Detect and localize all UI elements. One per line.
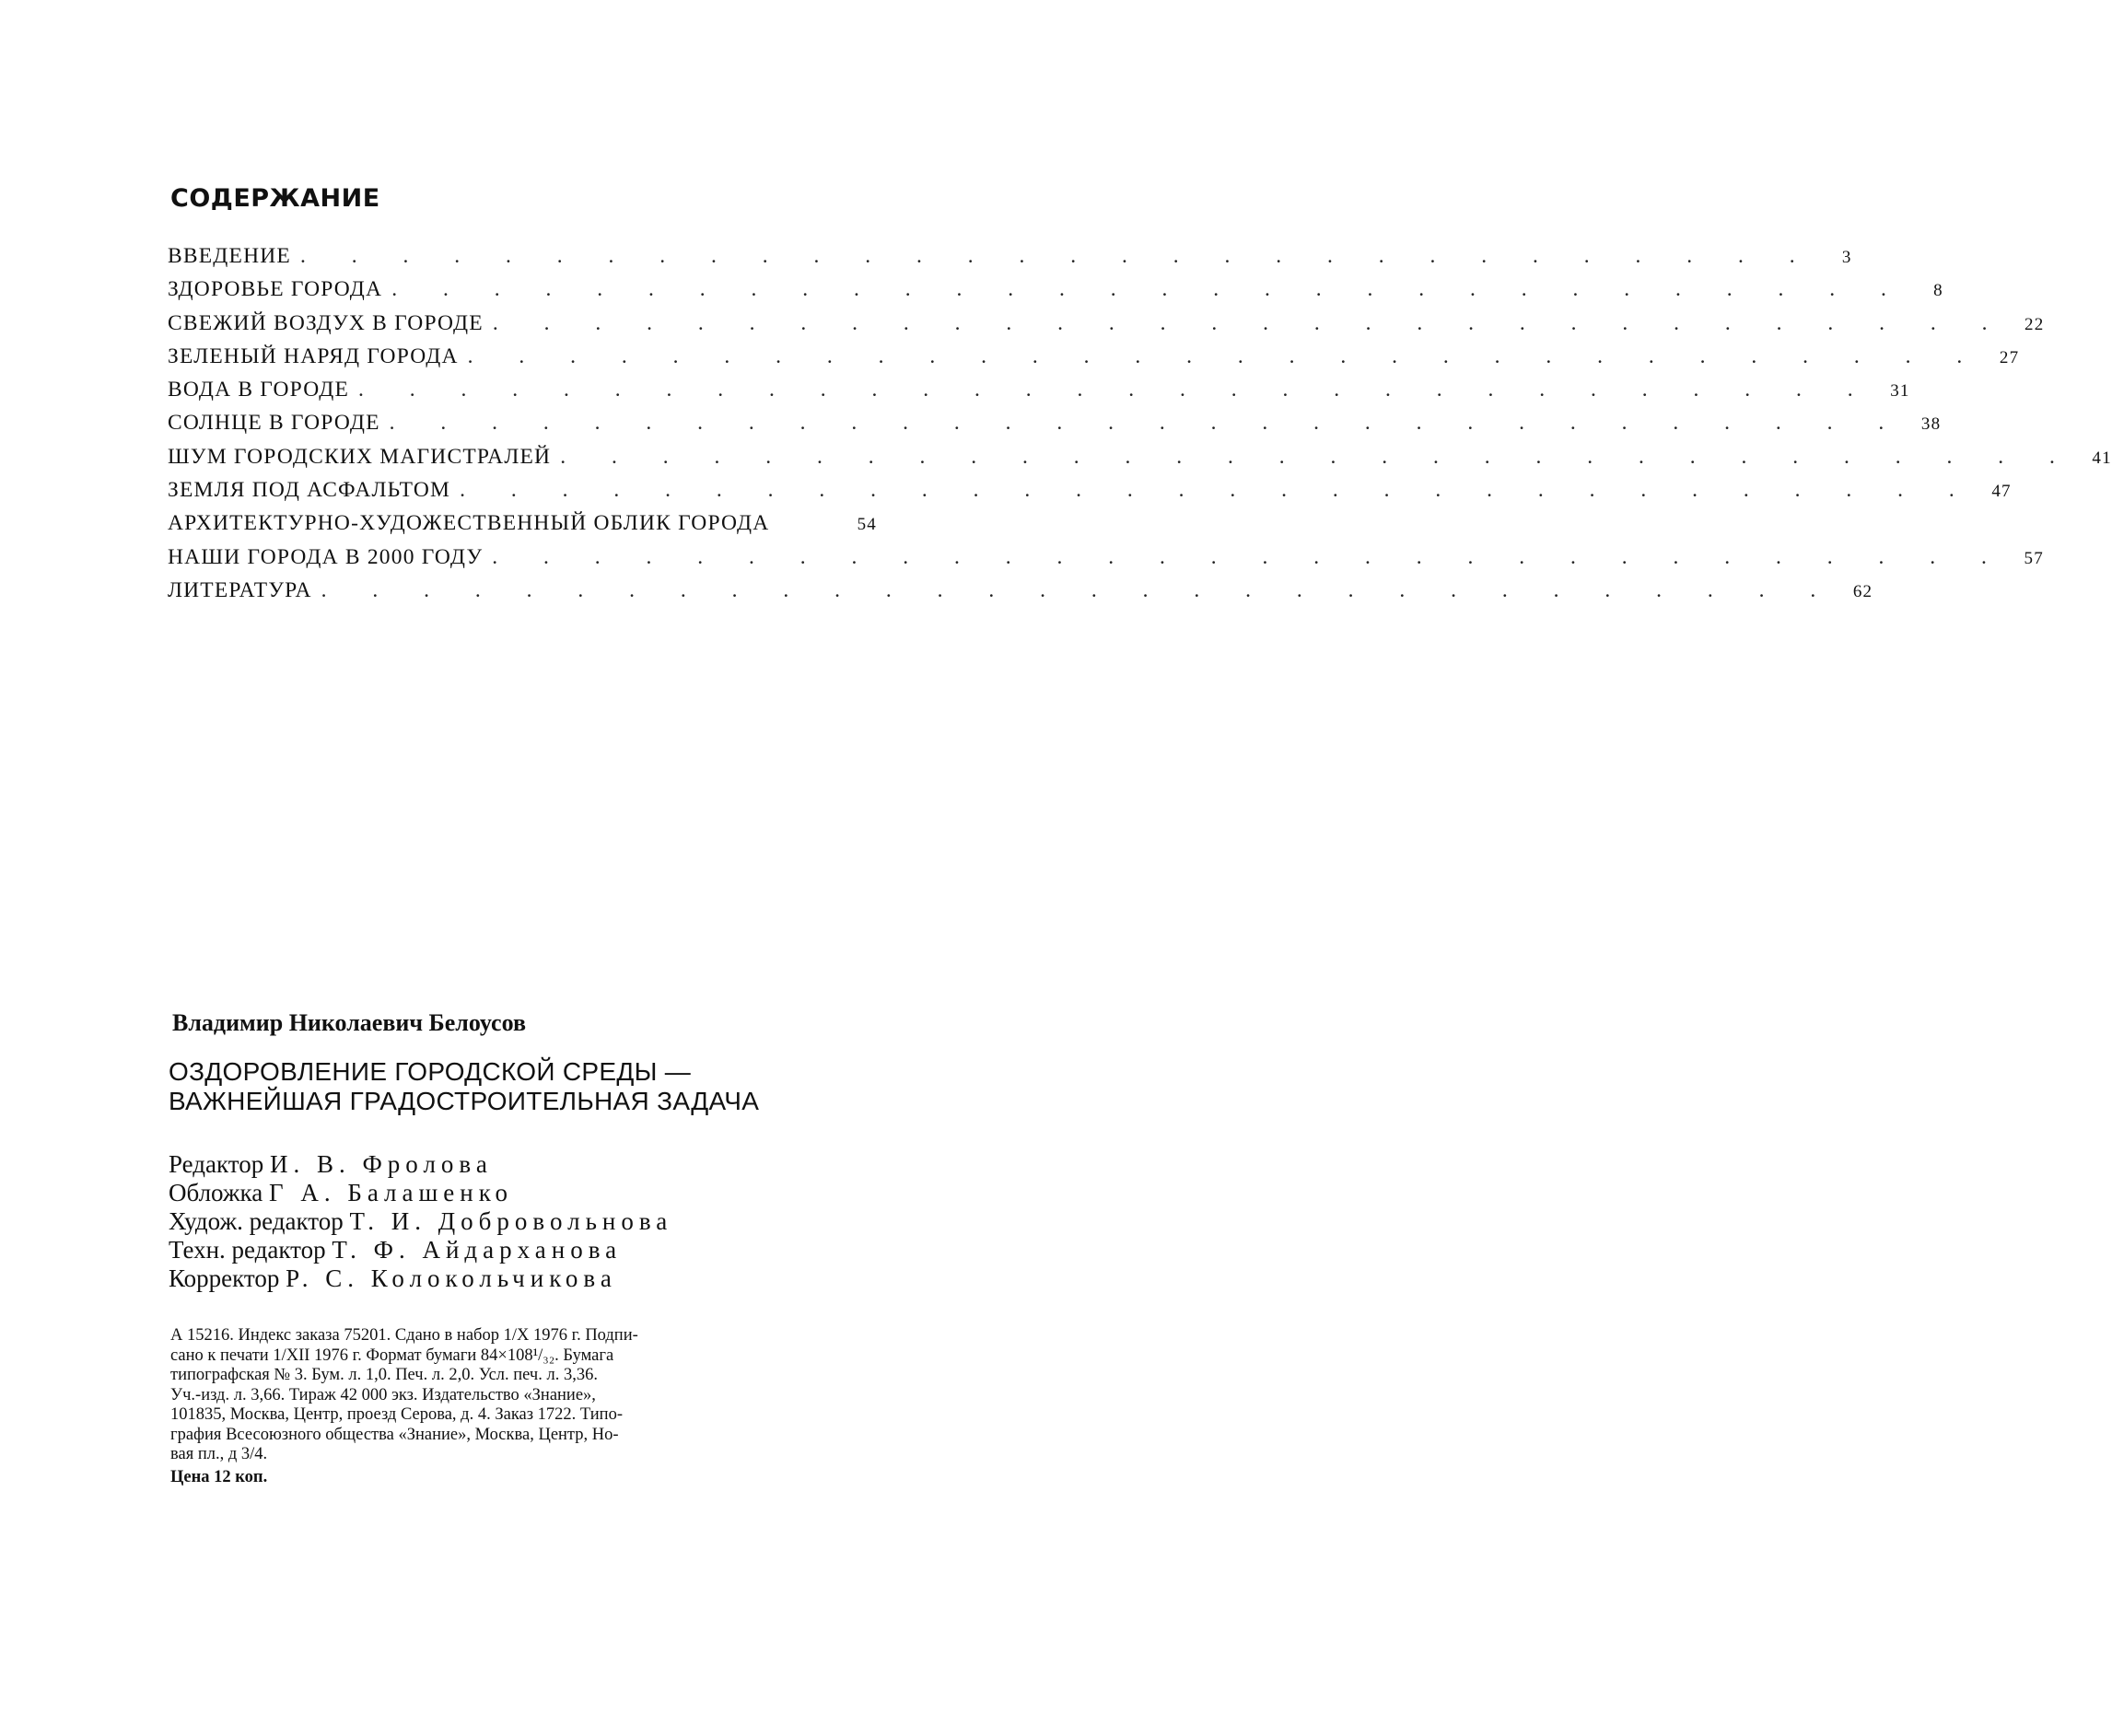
credit-role: Редактор [169, 1150, 264, 1178]
toc-entry [168, 310, 2045, 344]
toc-entry-page: 38 [1920, 414, 1942, 435]
imprint-line: сано к печати 1/XII 1976 г. Формат бумаги 84×108¹/₃₂. Бумага [170, 1346, 614, 1365]
credit-role: Худож. редактор [169, 1207, 344, 1235]
imprint-block [170, 1326, 880, 1465]
toc-entry-page: 8 [1933, 281, 1943, 301]
toc-leader-dots: . . . . . . . . . . . . . . . . . . . . . . . . . . . . . . [492, 544, 2007, 569]
toc-leader-dots: . . . . . . . . . . . . . . . . . . . . . . . . . . . . . . [300, 244, 1815, 268]
toc-entry [168, 577, 1873, 612]
price-label: Цена 12 коп. [170, 1468, 268, 1486]
toc-entry-page: 47 [1991, 482, 2012, 502]
toc-entry-page: 3 [1841, 248, 1852, 267]
toc-leader-dots: . . . . . . . . . . . . . . . . . . . . . . . . . . . . . . [321, 577, 1837, 602]
toc-entry-title: ЗДОРОВЬЕ ГОРОДА [168, 277, 391, 302]
credit-role: Корректор [169, 1264, 280, 1292]
credit-person: Г А. Балашенко [268, 1179, 513, 1206]
toc-entry-page: 27 [1999, 347, 2020, 367]
imprint-line: вая пл., д 3/4. [170, 1445, 268, 1463]
credit-person: Т. И. Добровольнова [349, 1207, 673, 1235]
book-title [169, 1057, 887, 1116]
toc-entry-title: ЗЕМЛЯ ПОД АСФАЛЬТОМ [168, 478, 460, 503]
credit-line [169, 1207, 672, 1236]
author-name: Владимир Николаевич Белоусов [172, 1009, 526, 1036]
toc-entry [168, 478, 2012, 511]
book-title-line: ВАЖНЕЙШАЯ ГРАДОСТРОИТЕЛЬНАЯ ЗАДАЧА [169, 1087, 760, 1115]
toc-leader-dots: . . . . . . . . . . . . . . . . . . . . . . . . . . . . . . [391, 277, 1907, 302]
toc-entry-page: 31 [1890, 381, 1910, 402]
imprint-line: Уч.-изд. л. 3,66. Тираж 42 000 экз. Издательство «Знание», [170, 1385, 596, 1404]
toc-entry [168, 444, 2112, 478]
toc-entry [168, 378, 1910, 411]
toc-entry [168, 244, 1852, 277]
credit-person: Р. С. Колокольчикова [286, 1264, 617, 1292]
imprint-line: А 15216. Индекс заказа 75201. Сдано в набор 1/X 1976 г. Подпи- [170, 1326, 638, 1345]
toc-heading: СОДЕРЖАНИЕ [170, 184, 380, 213]
toc-entry-title: ШУМ ГОРОДСКИХ МАГИСТРАЛЕЙ [168, 445, 560, 470]
toc-leader-dots: . . . . . . . . . . . . . . . . . . . . . . . . . . . . . . [560, 444, 2075, 469]
toc-leader-dots: . . . . . . . . . . . . . . . . . . . . . . . . . . . . . . [358, 378, 1873, 402]
toc-entry-title: СОЛНЦЕ В ГОРОДЕ [168, 411, 390, 436]
toc-entry-title: СВЕЖИЙ ВОЗДУХ В ГОРОДЕ [168, 311, 493, 336]
toc-entry [168, 277, 1943, 310]
toc-entry-title: АРХИТЕКТУРНО-ХУДОЖЕСТВЕННЫЙ ОБЛИК ГОРОДА [168, 511, 778, 536]
toc-list [168, 244, 2112, 612]
toc-entry [168, 544, 2044, 578]
toc-leader-dots: . . . . . . . . . . . . . . . . . . . . . . . . . . . . . . [492, 310, 2008, 335]
toc-entry-title: ВВЕДЕНИЕ [168, 244, 300, 269]
toc-entry-page: 57 [2024, 548, 2044, 568]
imprint-line: 101835, Москва, Центр, проезд Серова, д. 4. Заказ 1722. Типо- [170, 1405, 623, 1424]
credit-line [169, 1179, 672, 1207]
toc-entry [168, 411, 1942, 444]
credit-role: Обложка [169, 1179, 263, 1206]
toc-entry-title: ЗЕЛЕНЫЙ НАРЯД ГОРОДА [168, 344, 468, 369]
credit-line [169, 1150, 672, 1179]
toc-leader-dots: . . . . . . . . . . . . . . . . . . . . . . . . . . . . . . [389, 411, 1905, 436]
toc-entry-page: 62 [1852, 581, 1873, 601]
credit-role: Техн. редактор [169, 1236, 326, 1264]
toc-entry-page: 41 [2092, 448, 2112, 468]
toc-entry [168, 511, 877, 544]
toc-leader-dots: . . . . . . . . . . . . . . . . . . . . . . . . . . . . . . [467, 344, 1983, 368]
toc-entry-page: 22 [2024, 314, 2045, 334]
toc-leader-dots: . . . . . . . . . . . . . . . . . . . . . . . . . . . . . . [460, 478, 1975, 503]
credit-line [169, 1264, 672, 1293]
credit-person: Т. Ф. Айдарханова [332, 1236, 623, 1264]
imprint-line: типографская № 3. Бум. л. 1,0. Печ. л. 2,0. Усл. печ. л. 3,36. [170, 1366, 598, 1384]
credit-line [169, 1236, 672, 1264]
toc-entry-title: ВОДА В ГОРОДЕ [168, 378, 358, 402]
book-title-line: ОЗДОРОВЛЕНИЕ ГОРОДСКОЙ СРЕДЫ — [169, 1057, 692, 1086]
credit-person: И. В. Фролова [269, 1150, 493, 1178]
imprint-line: графия Всесоюзного общества «Знание», Москва, Центр, Но- [170, 1425, 619, 1444]
toc-entry-title: ЛИТЕРАТУРА [168, 578, 321, 603]
toc-entry [168, 344, 2020, 378]
toc-entry-page: 54 [857, 515, 877, 535]
credits-list [169, 1150, 672, 1293]
toc-entry-title: НАШИ ГОРОДА В 2000 ГОДУ [168, 545, 492, 570]
